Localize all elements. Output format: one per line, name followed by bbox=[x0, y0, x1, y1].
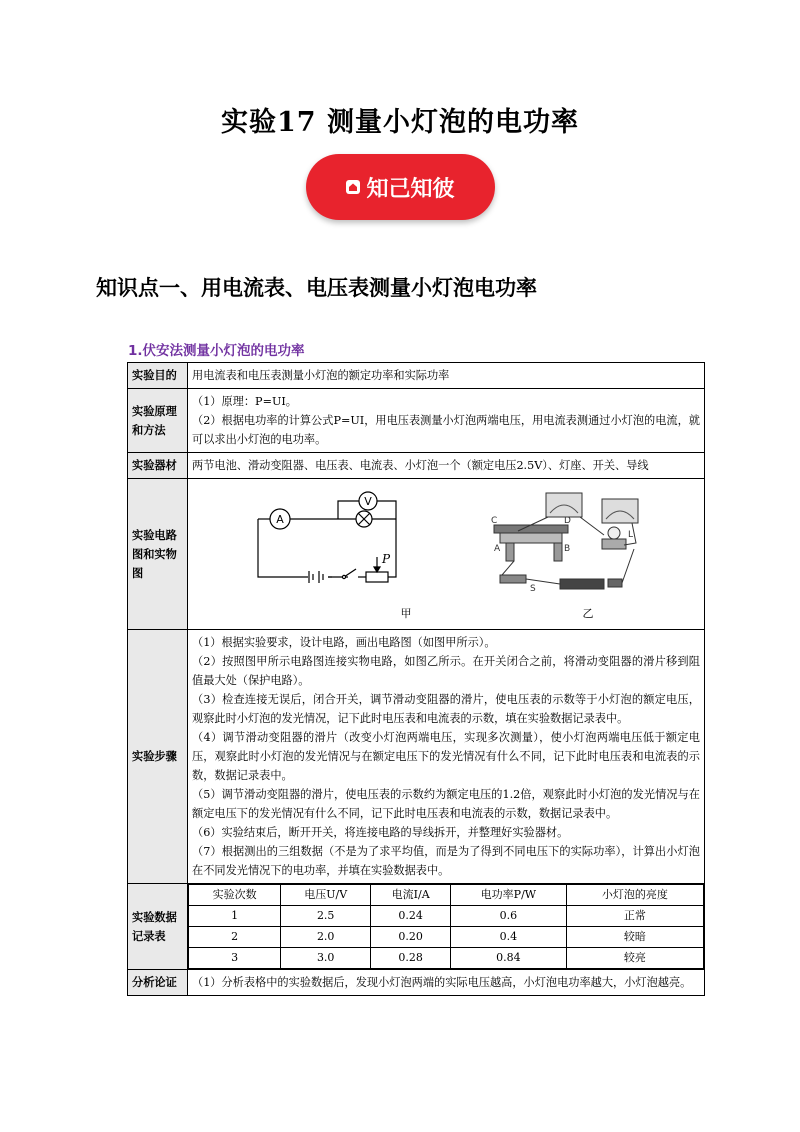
data-header-row bbox=[189, 885, 704, 906]
equipment-text: 两节电池、滑动变阻器、电压表、电流表、小灯泡一个（额定电压2.5V）、灯座、开关、导线 bbox=[188, 453, 705, 479]
principle-cell bbox=[188, 389, 705, 453]
circuit-cell bbox=[188, 479, 705, 630]
step-item: （4）调节滑动变阻器的滑片（改变小灯泡两端电压，实现多次测量），使小灯泡两端电压低于额定电压，观察此时小灯泡的发光情况与在额定电压下的发光情况有什么不同，记下此时电压表和电流表的示数，数据记录表中。 bbox=[192, 731, 700, 782]
data-row bbox=[189, 906, 704, 927]
voltmeter-label: V bbox=[364, 495, 372, 508]
caption-yi: 乙 bbox=[582, 607, 594, 620]
header-cell: 电流I/A bbox=[371, 885, 451, 906]
principle-line: （1）原理：P=UI。 bbox=[192, 395, 297, 408]
data-cell: 较亮 bbox=[566, 948, 703, 969]
data-cell: 0.24 bbox=[371, 906, 451, 927]
data-table bbox=[188, 884, 704, 969]
photo-label-c: C bbox=[491, 516, 498, 526]
data-row bbox=[189, 927, 704, 948]
slider-label: P bbox=[382, 552, 391, 566]
label-equipment: 实验器材 bbox=[128, 453, 188, 479]
step-item: （2）按照图甲所示电路图连接实物电路，如图乙所示。在开关闭合之前，将滑动变阻器的滑片移到阻值最大处（保护电路）。 bbox=[192, 655, 700, 687]
label-analysis: 分析论证 bbox=[128, 970, 188, 996]
label-circuit: 实验电路图和实物图 bbox=[128, 479, 188, 630]
experiment-table bbox=[127, 362, 705, 996]
section-heading: 知识点一、用电流表、电压表测量小灯泡电功率 bbox=[96, 275, 537, 300]
row-circuit bbox=[128, 479, 705, 630]
photo-label-b: B bbox=[564, 544, 571, 554]
label-record: 实验数据记录表 bbox=[128, 884, 188, 970]
data-cell: 正常 bbox=[566, 906, 703, 927]
apparatus-photo bbox=[494, 493, 638, 589]
data-cell: 0.20 bbox=[371, 927, 451, 948]
data-cell: 0.84 bbox=[451, 948, 567, 969]
photo-label-a: A bbox=[494, 544, 501, 554]
header-cell: 实验次数 bbox=[189, 885, 281, 906]
data-cell: 2.0 bbox=[281, 927, 371, 948]
caption-jia: 甲 bbox=[400, 607, 412, 620]
data-cell: 0.6 bbox=[451, 906, 567, 927]
section-badge bbox=[306, 154, 495, 220]
ammeter-label: A bbox=[276, 513, 284, 526]
data-cell: 2 bbox=[189, 927, 281, 948]
data-cell: 3 bbox=[189, 948, 281, 969]
sub-heading: 1.伏安法测量小灯泡的电功率 bbox=[128, 343, 305, 359]
header-cell: 电功率P/W bbox=[451, 885, 567, 906]
label-steps: 实验步骤 bbox=[128, 630, 188, 884]
row-record bbox=[128, 884, 705, 970]
data-cell: 0.28 bbox=[371, 948, 451, 969]
row-analysis bbox=[128, 970, 705, 996]
circuit-figures bbox=[188, 479, 704, 623]
row-steps bbox=[128, 630, 705, 884]
photo-label-d: D bbox=[564, 516, 571, 526]
row-equipment bbox=[128, 453, 705, 479]
steps-cell bbox=[188, 630, 705, 884]
label-purpose: 实验目的 bbox=[128, 363, 188, 389]
analysis-text: （1）分析表格中的实验数据后，发现小灯泡两端的实际电压越高，小灯泡电功率越大，小灯泡越亮。 bbox=[188, 970, 705, 996]
label-principle: 实验原理和方法 bbox=[128, 389, 188, 453]
home-icon bbox=[346, 180, 360, 194]
data-cell: 较暗 bbox=[566, 927, 703, 948]
header-cell: 电压U/V bbox=[281, 885, 371, 906]
circuit-clean bbox=[248, 489, 420, 607]
badge-label: 知己知彼 bbox=[366, 176, 455, 202]
data-cell: 3.0 bbox=[281, 948, 371, 969]
step-item: （5）调节滑动变阻器的滑片，使电压表的示数约为额定电压的1.2倍，观察此时小灯泡的发光情况与在额定电压下的发光情况有什么不同，记下此时电压表和电流表的示数，数据记录表中。 bbox=[192, 788, 700, 820]
photo-label-l: L bbox=[628, 530, 634, 540]
data-cell: 1 bbox=[189, 906, 281, 927]
row-principle bbox=[128, 389, 705, 453]
step-item: （1）根据实验要求，设计电路，画出电路图（如图甲所示）。 bbox=[192, 636, 496, 649]
header-cell: 小灯泡的亮度 bbox=[566, 885, 703, 906]
photo-label-s: S bbox=[530, 584, 536, 594]
data-cell: 0.4 bbox=[451, 927, 567, 948]
purpose-text: 用电流表和电压表测量小灯泡的额定功率和实际功率 bbox=[188, 363, 705, 389]
data-cell: 2.5 bbox=[281, 906, 371, 927]
step-item: （3）检查连接无误后，闭合开关，调节滑动变阻器的滑片，使电压表的示数等于小灯泡的额定电压，观察此时小灯泡的发光情况，记下此时电压表和电流表的示数，填在实验数据记录表中。 bbox=[192, 693, 700, 725]
data-row bbox=[189, 948, 704, 969]
page-title: 实验17 测量小灯泡的电功率 bbox=[221, 107, 579, 138]
row-purpose bbox=[128, 363, 705, 389]
step-item: （6）实验结束后，断开开关，将连接电路的导线拆开，并整理好实验器材。 bbox=[192, 826, 569, 839]
record-cell bbox=[188, 884, 705, 970]
principle-line: （2）根据电功率的计算公式P=UI，用电压表测量小灯泡两端电压，用电流表测通过小灯泡的电流，就可以求出小灯泡的电功率。 bbox=[192, 414, 700, 446]
step-item: （7）根据测出的三组数据（不是为了求平均值，而是为了得到不同电压下的实际功率），计算出小灯泡在不同发光情况下的电功率，并填在实验数据表中。 bbox=[192, 845, 700, 877]
